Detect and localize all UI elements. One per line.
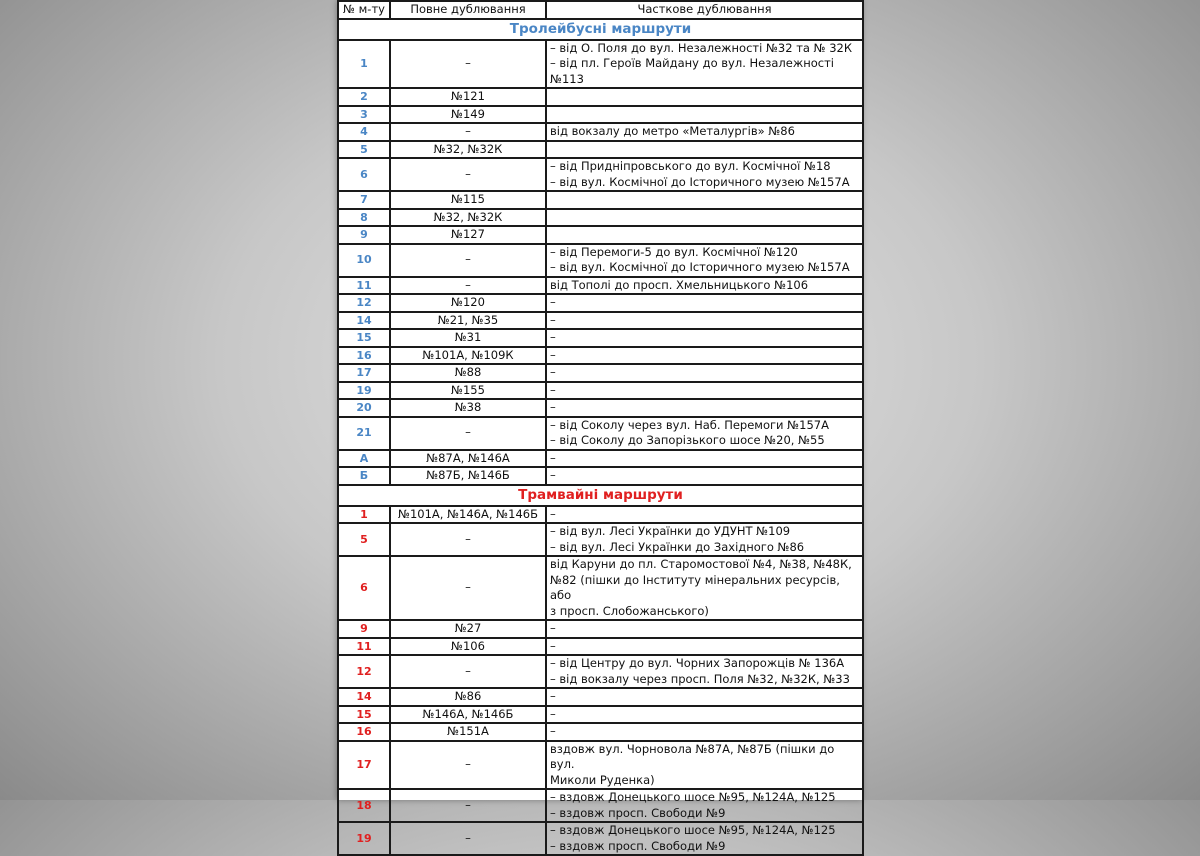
partial-duplication-cell — [546, 364, 863, 382]
table-row — [338, 723, 863, 741]
partial-duplication-cell — [546, 789, 863, 822]
document-page — [337, 0, 862, 853]
table-row — [338, 450, 863, 468]
partial-duplication-line: – від вокзалу через просп. Поля №32, №32К, №33 — [550, 671, 850, 686]
full-duplication-cell: №120 — [390, 294, 546, 312]
partial-duplication-line: №82 (пішки до Інституту мінеральних ресурсів, або — [550, 572, 840, 602]
table-row — [338, 382, 863, 400]
partial-duplication-line: від Тополі до просп. Хмельницького №106 — [550, 277, 809, 292]
route-number: 16 — [338, 723, 390, 741]
full-duplication-cell: – — [390, 655, 546, 688]
full-duplication-cell: – — [390, 789, 546, 822]
partial-duplication-cell — [546, 141, 863, 159]
partial-duplication-cell — [546, 706, 863, 724]
partial-duplication-line: – — [550, 450, 556, 465]
route-number: 21 — [338, 417, 390, 450]
partial-duplication-line: – від вул. Лесі Українки до Західного №86 — [550, 539, 805, 554]
table-row — [338, 741, 863, 790]
partial-duplication-cell — [546, 450, 863, 468]
partial-duplication-cell — [546, 506, 863, 524]
partial-duplication-cell — [546, 822, 863, 855]
route-number: 6 — [338, 556, 390, 620]
route-number: 1 — [338, 506, 390, 524]
full-duplication-cell: №86 — [390, 688, 546, 706]
table-row — [338, 158, 863, 191]
full-duplication-cell: №151А — [390, 723, 546, 741]
partial-duplication-cell — [546, 88, 863, 106]
section-title: Тролейбусні маршрути — [338, 19, 863, 40]
table-row — [338, 620, 863, 638]
route-number: 3 — [338, 106, 390, 124]
section-header-row — [338, 485, 863, 506]
table-row — [338, 638, 863, 656]
partial-duplication-cell — [546, 123, 863, 141]
route-number: 15 — [338, 329, 390, 347]
table-row — [338, 789, 863, 822]
full-duplication-cell: №155 — [390, 382, 546, 400]
table-row — [338, 467, 863, 485]
full-duplication-cell: №87Б, №146Б — [390, 467, 546, 485]
partial-duplication-line: – від вул. Космічної до Історичного музею №157А — [550, 174, 850, 189]
partial-duplication-line: – — [550, 295, 556, 309]
partial-duplication-line: – — [550, 382, 556, 397]
partial-duplication-cell — [546, 523, 863, 556]
route-number: А — [338, 450, 390, 468]
partial-duplication-line: – — [550, 724, 556, 738]
partial-duplication-line: Миколи Руденка) — [550, 772, 655, 787]
route-number: 7 — [338, 191, 390, 209]
partial-duplication-line: від Каруни до пл. Старомостової №4, №38, №48К, — [550, 557, 852, 571]
route-number: 19 — [338, 382, 390, 400]
partial-duplication-line: – від Соколу до Запорізького шосе №20, №55 — [550, 433, 825, 447]
route-duplication-table — [337, 0, 864, 856]
full-duplication-cell: №106 — [390, 638, 546, 656]
route-number: 8 — [338, 209, 390, 227]
partial-duplication-cell — [546, 417, 863, 450]
table-row — [338, 294, 863, 312]
partial-duplication-line: – — [550, 638, 556, 653]
full-duplication-cell: №32, №32К — [390, 141, 546, 159]
partial-duplication-cell — [546, 294, 863, 312]
partial-duplication-cell — [546, 209, 863, 227]
full-duplication-cell: №38 — [390, 399, 546, 417]
table-row — [338, 364, 863, 382]
partial-duplication-cell — [546, 40, 863, 89]
full-duplication-cell: №88 — [390, 364, 546, 382]
partial-duplication-line: – від Центру до вул. Чорних Запорожців № 136А — [550, 656, 845, 670]
table-row — [338, 106, 863, 124]
table-row — [338, 347, 863, 365]
route-number: 16 — [338, 347, 390, 365]
table-row — [338, 209, 863, 227]
full-duplication-cell: – — [390, 244, 546, 277]
route-number: 6 — [338, 158, 390, 191]
table-row — [338, 88, 863, 106]
full-duplication-cell: №21, №35 — [390, 312, 546, 330]
route-number: Б — [338, 467, 390, 485]
full-duplication-cell: – — [390, 523, 546, 556]
partial-duplication-cell — [546, 382, 863, 400]
partial-duplication-line: – — [550, 365, 556, 379]
partial-duplication-line: – вздовж Донецького шосе №95, №124А, №125 — [550, 823, 836, 837]
full-duplication-cell: – — [390, 123, 546, 141]
partial-duplication-cell — [546, 688, 863, 706]
partial-duplication-cell — [546, 312, 863, 330]
partial-duplication-line: – — [550, 706, 556, 721]
partial-duplication-cell — [546, 158, 863, 191]
partial-duplication-line: вздовж вул. Чорновола №87А, №87Б (пішки до вул. — [550, 741, 835, 771]
partial-duplication-cell — [546, 467, 863, 485]
partial-duplication-line: від вокзалу до метро «Металургів» №86 — [550, 124, 795, 138]
table-row — [338, 399, 863, 417]
partial-duplication-cell — [546, 556, 863, 620]
full-duplication-cell: №146А, №146Б — [390, 706, 546, 724]
route-number: 12 — [338, 294, 390, 312]
route-number: 4 — [338, 123, 390, 141]
partial-duplication-line: – від Соколу через вул. Наб. Перемоги №157А — [550, 417, 829, 432]
full-duplication-cell: №149 — [390, 106, 546, 124]
partial-duplication-line: – — [550, 330, 556, 344]
full-duplication-cell: №101А, №146А, №146Б — [390, 506, 546, 524]
partial-duplication-line: – вздовж Донецького шосе №95, №124А, №125 — [550, 790, 836, 804]
route-number: 9 — [338, 620, 390, 638]
table-row — [338, 688, 863, 706]
partial-duplication-line: – від вул. Космічної до Історичного музею №157А — [550, 260, 850, 274]
partial-duplication-cell — [546, 244, 863, 277]
full-duplication-cell: – — [390, 741, 546, 790]
partial-duplication-line: – вздовж просп. Свободи №9 — [550, 805, 726, 820]
partial-duplication-cell — [546, 399, 863, 417]
partial-duplication-line: – від вул. Лесі Українки до УДУНТ №109 — [550, 524, 791, 538]
full-duplication-cell: №32, №32К — [390, 209, 546, 227]
partial-duplication-line: – — [550, 347, 556, 362]
partial-duplication-cell — [546, 638, 863, 656]
partial-duplication-line: – — [550, 689, 556, 703]
table-body — [338, 19, 863, 856]
table-row — [338, 706, 863, 724]
partial-duplication-cell — [546, 655, 863, 688]
partial-duplication-cell — [546, 329, 863, 347]
table-row — [338, 556, 863, 620]
full-duplication-cell: №115 — [390, 191, 546, 209]
route-number: 5 — [338, 141, 390, 159]
route-number: 1 — [338, 40, 390, 89]
full-duplication-cell: №87А, №146А — [390, 450, 546, 468]
table-row — [338, 277, 863, 295]
table-row — [338, 191, 863, 209]
header-route: № м-ту — [338, 1, 390, 19]
full-duplication-cell: – — [390, 417, 546, 450]
route-number: 11 — [338, 638, 390, 656]
section-title: Трамвайні маршрути — [338, 485, 863, 506]
route-number: 17 — [338, 364, 390, 382]
route-number: 18 — [338, 789, 390, 822]
partial-duplication-cell — [546, 741, 863, 790]
partial-duplication-line: – — [550, 400, 556, 414]
full-duplication-cell: №101А, №109К — [390, 347, 546, 365]
full-duplication-cell: №31 — [390, 329, 546, 347]
partial-duplication-cell — [546, 226, 863, 244]
full-duplication-cell: №27 — [390, 620, 546, 638]
table-row — [338, 655, 863, 688]
full-duplication-cell: №127 — [390, 226, 546, 244]
table-row — [338, 40, 863, 89]
full-duplication-cell: – — [390, 158, 546, 191]
route-number: 11 — [338, 277, 390, 295]
full-duplication-cell: – — [390, 822, 546, 855]
route-number: 14 — [338, 312, 390, 330]
header-row — [338, 1, 863, 19]
full-duplication-cell: – — [390, 556, 546, 620]
route-number: 9 — [338, 226, 390, 244]
route-number: 17 — [338, 741, 390, 790]
full-duplication-cell: №121 — [390, 88, 546, 106]
route-number: 20 — [338, 399, 390, 417]
partial-duplication-cell — [546, 723, 863, 741]
partial-duplication-line: – — [550, 468, 556, 482]
partial-duplication-line: – від Перемоги-5 до вул. Космічної №120 — [550, 244, 798, 259]
partial-duplication-cell — [546, 191, 863, 209]
partial-duplication-line: з просп. Слобожанського) — [550, 603, 709, 618]
partial-duplication-cell — [546, 277, 863, 295]
table-row — [338, 312, 863, 330]
route-number: 19 — [338, 822, 390, 855]
partial-duplication-line: – від Придніпровського до вул. Космічної №18 — [550, 159, 831, 173]
partial-duplication-line: – — [550, 506, 556, 521]
partial-duplication-cell — [546, 620, 863, 638]
header-full-duplication: Повне дублювання — [390, 1, 546, 19]
route-number: 14 — [338, 688, 390, 706]
partial-duplication-line: – від пл. Героїв Майдану до вул. Незалежності №113 — [550, 56, 834, 86]
section-header-row — [338, 19, 863, 40]
full-duplication-cell: – — [390, 40, 546, 89]
header-partial-duplication: Часткове дублювання — [546, 1, 863, 19]
partial-duplication-line: – від О. Поля до вул. Незалежності №32 та № 32К — [550, 40, 853, 55]
table-row — [338, 244, 863, 277]
table-row — [338, 417, 863, 450]
route-number: 15 — [338, 706, 390, 724]
partial-duplication-cell — [546, 347, 863, 365]
route-number: 5 — [338, 523, 390, 556]
partial-duplication-cell — [546, 106, 863, 124]
partial-duplication-line: – — [550, 312, 556, 327]
route-number: 10 — [338, 244, 390, 277]
table-row — [338, 822, 863, 855]
table-row — [338, 123, 863, 141]
table-row — [338, 523, 863, 556]
route-number: 12 — [338, 655, 390, 688]
table-row — [338, 329, 863, 347]
partial-duplication-line: – вздовж просп. Свободи №9 — [550, 838, 726, 853]
full-duplication-cell: – — [390, 277, 546, 295]
table-row — [338, 506, 863, 524]
table-row — [338, 226, 863, 244]
partial-duplication-line: – — [550, 621, 556, 635]
table-row — [338, 141, 863, 159]
route-number: 2 — [338, 88, 390, 106]
